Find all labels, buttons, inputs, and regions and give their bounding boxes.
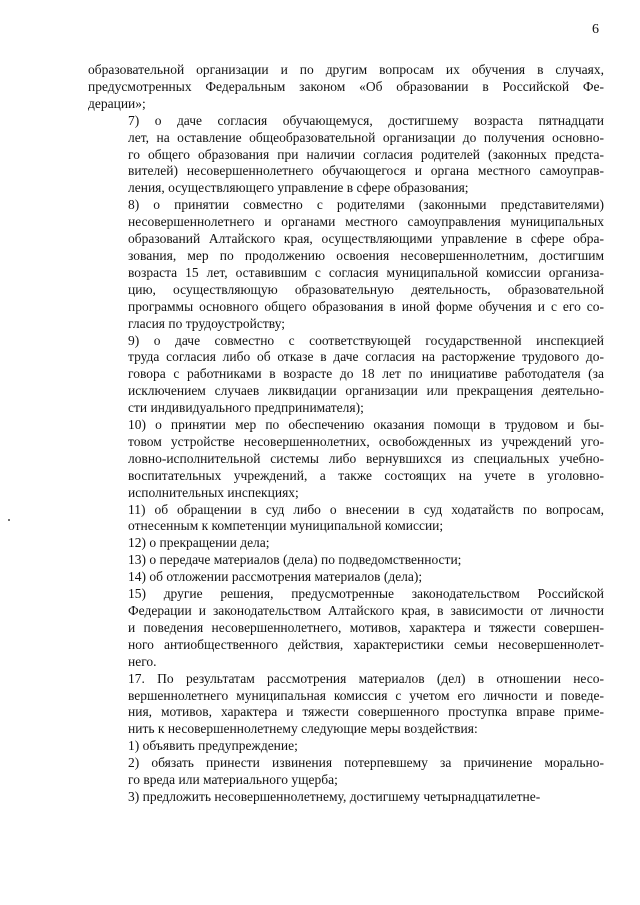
document-body [88, 62, 604, 806]
text-line: исполнительных инспекциях; [128, 484, 299, 500]
text-line: го вреда или материального ущерба; [128, 772, 338, 788]
paragraph [88, 535, 604, 552]
text-line: 17. По результатам рассмотрения материалов (дел) в отношении несо- [128, 670, 604, 686]
text-line: 10) о принятии мер по обеспечению оказания помощи в трудовом и бы- [128, 417, 604, 433]
text-line: несовершеннолетнего и органами местного самоуправления муниципальных [128, 214, 604, 230]
text-line: программы основного общего образования в иной форме обучения и с его со- [128, 298, 604, 314]
text-line: ния, мотивов, характера и тяжести совершенного проступка вправе приме- [128, 704, 604, 720]
paragraph [88, 113, 604, 198]
text-line: исключением случаев ликвидации организации или прекращения деятельно- [128, 383, 604, 399]
text-line: отнесенным к компетенции муниципальной комиссии; [128, 518, 444, 534]
text-line: 9) о даче совместно с соответствующей государственной инспекцией [128, 332, 604, 348]
paragraph [88, 197, 604, 332]
text-line: труда согласия либо об отказе в даче согласия на расторжение трудового до- [128, 349, 604, 365]
text-line: 3) предложить несовершеннолетнему, достигшему четырнадцатилетне- [128, 788, 541, 804]
page-number: 6 [592, 22, 599, 37]
text-line: 14) об отложении рассмотрения материалов (дела); [128, 569, 423, 585]
text-line: воспитательных учреждений, а также состоящих на учете в уголовно- [128, 467, 604, 483]
text-line: 2) обязать принести извинения потерпевшему за причинение морально- [128, 755, 604, 771]
text-line: возраста 15 лет, оставившим с согласия муниципальной комиссии организа- [128, 264, 604, 280]
text-line: 12) о прекращении дела; [128, 535, 270, 551]
text-line: образований Алтайского края, осуществляющими управление в сфере обра- [128, 231, 604, 247]
text-line: образовательной организации и по другим вопросам их обучения в случаях, [88, 62, 604, 77]
text-line: него. [128, 653, 157, 669]
text-line: нить к несовершеннолетнему следующие меры воздействия: [128, 721, 478, 737]
text-line: предусмотренных Федеральным законом «Об образовании в Российской Фе- [88, 78, 604, 94]
text-line: ного антиобщественного действия, характеристики семьи несовершеннолет- [128, 636, 604, 652]
text-line: товом устройстве несовершеннолетних, освобожденных из учреждений уго- [128, 433, 604, 449]
text-line: 13) о передаче материалов (дела) по подведомственности; [128, 552, 462, 568]
text-line: и поведения несовершеннолетнего, мотивов, характера и тяжести совершен- [128, 619, 604, 635]
text-line: 11) об обращении в суд либо о внесении в суд ходатайств по вопросам, [128, 501, 604, 517]
paragraph [88, 738, 604, 755]
text-line: ловно-исполнительной системы либо вернувшихся из специальных учебно- [128, 450, 604, 466]
text-line: дерации»; [88, 95, 146, 111]
paragraph [88, 62, 604, 113]
text-line: 15) другие решения, предусмотренные законодательством Российской [128, 586, 604, 602]
scan-speck [8, 519, 10, 521]
paragraph [88, 789, 604, 806]
paragraph [88, 552, 604, 569]
text-line: Федерации и законодательством Алтайского края, в зависимости от личности [128, 603, 604, 618]
text-line: гласия по трудоустройству; [128, 315, 286, 331]
paragraph [88, 333, 604, 418]
paragraph [88, 586, 604, 671]
paragraph [88, 569, 604, 586]
text-line: сти индивидуального предпринимателя); [128, 400, 364, 416]
paragraph [88, 755, 604, 789]
paragraph [88, 502, 604, 536]
text-line: вершеннолетнего муниципальная комиссия с учетом его личности и поведе- [128, 687, 604, 703]
text-line: вителей) несовершеннолетнего обучающегося и органа местного самоуправ- [128, 163, 604, 179]
text-line: говора с работниками в возрасте до 18 лет по инициативе работодателя (за [128, 366, 604, 382]
text-line: цию, осуществляющую образовательную деятельность, образовательной [128, 281, 604, 297]
text-line: лет, на оставление общеобразовательной организации до получения основно- [128, 129, 604, 145]
text-line: 1) объявить предупреждение; [128, 738, 298, 754]
text-line: го общего образования при наличии согласия родителей (законных предста- [128, 146, 604, 162]
paragraph [88, 671, 604, 739]
text-line: 7) о даче согласия обучающемуся, достигшему возраста пятнадцати [128, 112, 604, 128]
text-line: зования, мер по продолжению освоения несовершеннолетним, достигшим [128, 247, 604, 263]
text-line: 8) о принятии совместно с родителями (законными представителями) [128, 197, 604, 213]
paragraph [88, 417, 604, 502]
text-line: ления, осуществляющего управление в сфере образования; [128, 180, 469, 196]
